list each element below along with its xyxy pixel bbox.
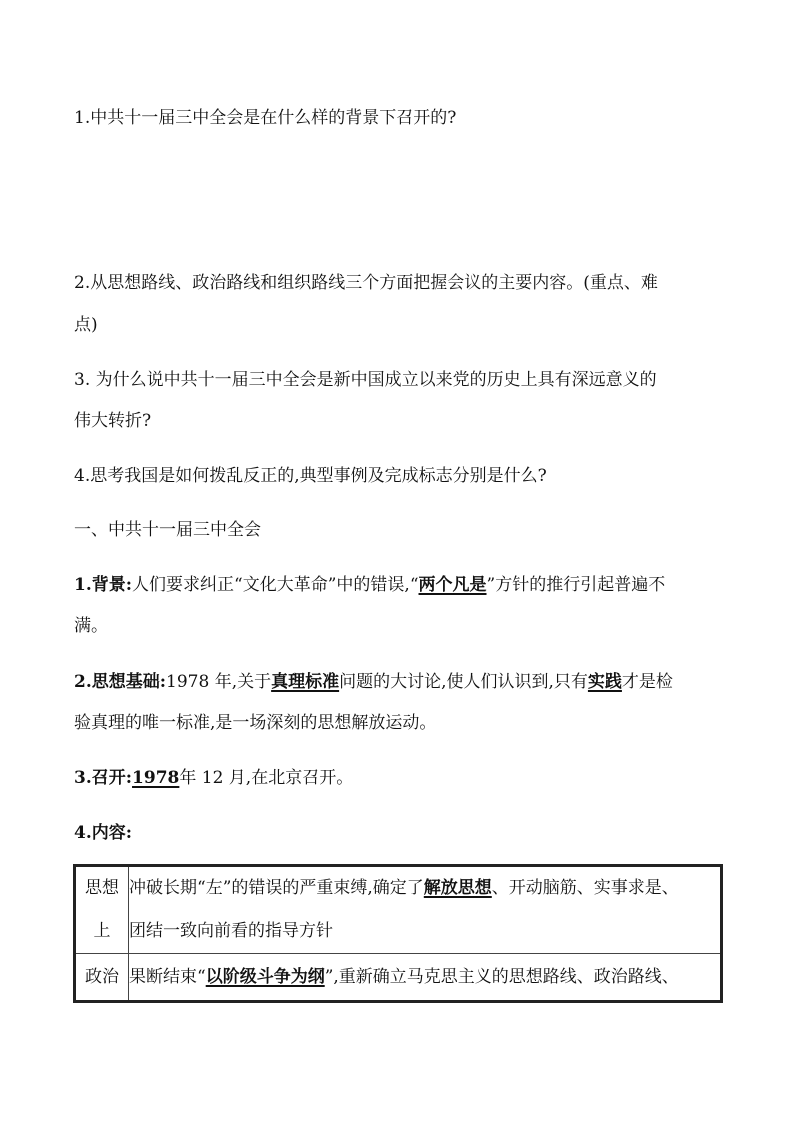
key-term-class-struggle: 以阶级斗争为纲 [205, 967, 325, 987]
section-heading: 一、中共十一届三中全会 [74, 520, 261, 540]
row-label-politics: 政治 [75, 954, 129, 1002]
question-2-line-2: 点) [74, 315, 98, 335]
background-text-post: ”方针的推行引起普遍不 [486, 575, 666, 595]
row-text-post: ”,重新确立马克思主义的思想路线、政治路线、 [324, 967, 679, 987]
key-term-truth-criterion: 真理标准 [271, 672, 340, 692]
background-paragraph [74, 573, 665, 597]
row-text-post: 、开动脑筋、实事求是、 [491, 878, 679, 898]
background-text-pre: 人们要求纠正“文化大革命”中的错误,“ [132, 575, 419, 595]
question-3-line-2: 伟大转折? [74, 411, 152, 431]
key-term-year: 1978 [132, 768, 180, 788]
row-body-line-2: 团结一致向前看的指导方针 [129, 921, 333, 941]
foundation-line-2: 验真理的唯一标准,是一场深刻的思想解放运动。 [74, 713, 437, 733]
table-row [75, 866, 722, 954]
row-label-line-2: 上 [93, 921, 111, 941]
convening-label: 3.召开: [74, 768, 133, 788]
table-row [75, 954, 722, 1002]
question-2-line-1: 2.从思想路线、政治路线和组织路线三个方面把握会议的主要内容。(重点、难 [74, 273, 658, 293]
row-label-line-1: 思想 [85, 878, 119, 898]
key-term-two-whatevers: 两个凡是 [418, 575, 487, 595]
row-text-pre: 果断结束“ [129, 967, 206, 987]
row-body-line-1 [129, 867, 720, 910]
convening-text: 年 12 月,在北京召开。 [179, 768, 354, 788]
row-body-ideology [129, 866, 722, 954]
foundation-paragraph [74, 670, 673, 694]
row-body-politics [129, 954, 722, 1002]
background-label: 1.背景: [74, 575, 133, 595]
foundation-text-post: 才是检 [621, 672, 673, 692]
question-1: 1.中共十一届三中全会是在什么样的背景下召开的? [74, 108, 457, 128]
key-term-emancipate-mind: 解放思想 [423, 878, 492, 898]
contents-label: 4.内容: [74, 823, 133, 843]
background-line-2: 满。 [74, 616, 108, 636]
foundation-label: 2.思想基础: [74, 672, 167, 692]
contents-table [73, 864, 723, 1003]
key-term-practice: 实践 [587, 672, 622, 692]
convening-paragraph [74, 766, 353, 790]
foundation-text-pre: 1978 年,关于 [166, 672, 272, 692]
question-4: 4.思考我国是如何拨乱反正的,典型事例及完成标志分别是什么? [74, 466, 547, 486]
row-text-pre: 冲破长期“左”的错误的严重束缚,确定了 [129, 878, 424, 898]
foundation-text-mid: 问题的大讨论,使人们认识到,只有 [339, 672, 588, 692]
question-3-line-1: 3. 为什么说中共十一届三中全会是新中国成立以来党的历史上具有深远意义的 [74, 370, 657, 390]
row-label-ideology [75, 866, 129, 954]
